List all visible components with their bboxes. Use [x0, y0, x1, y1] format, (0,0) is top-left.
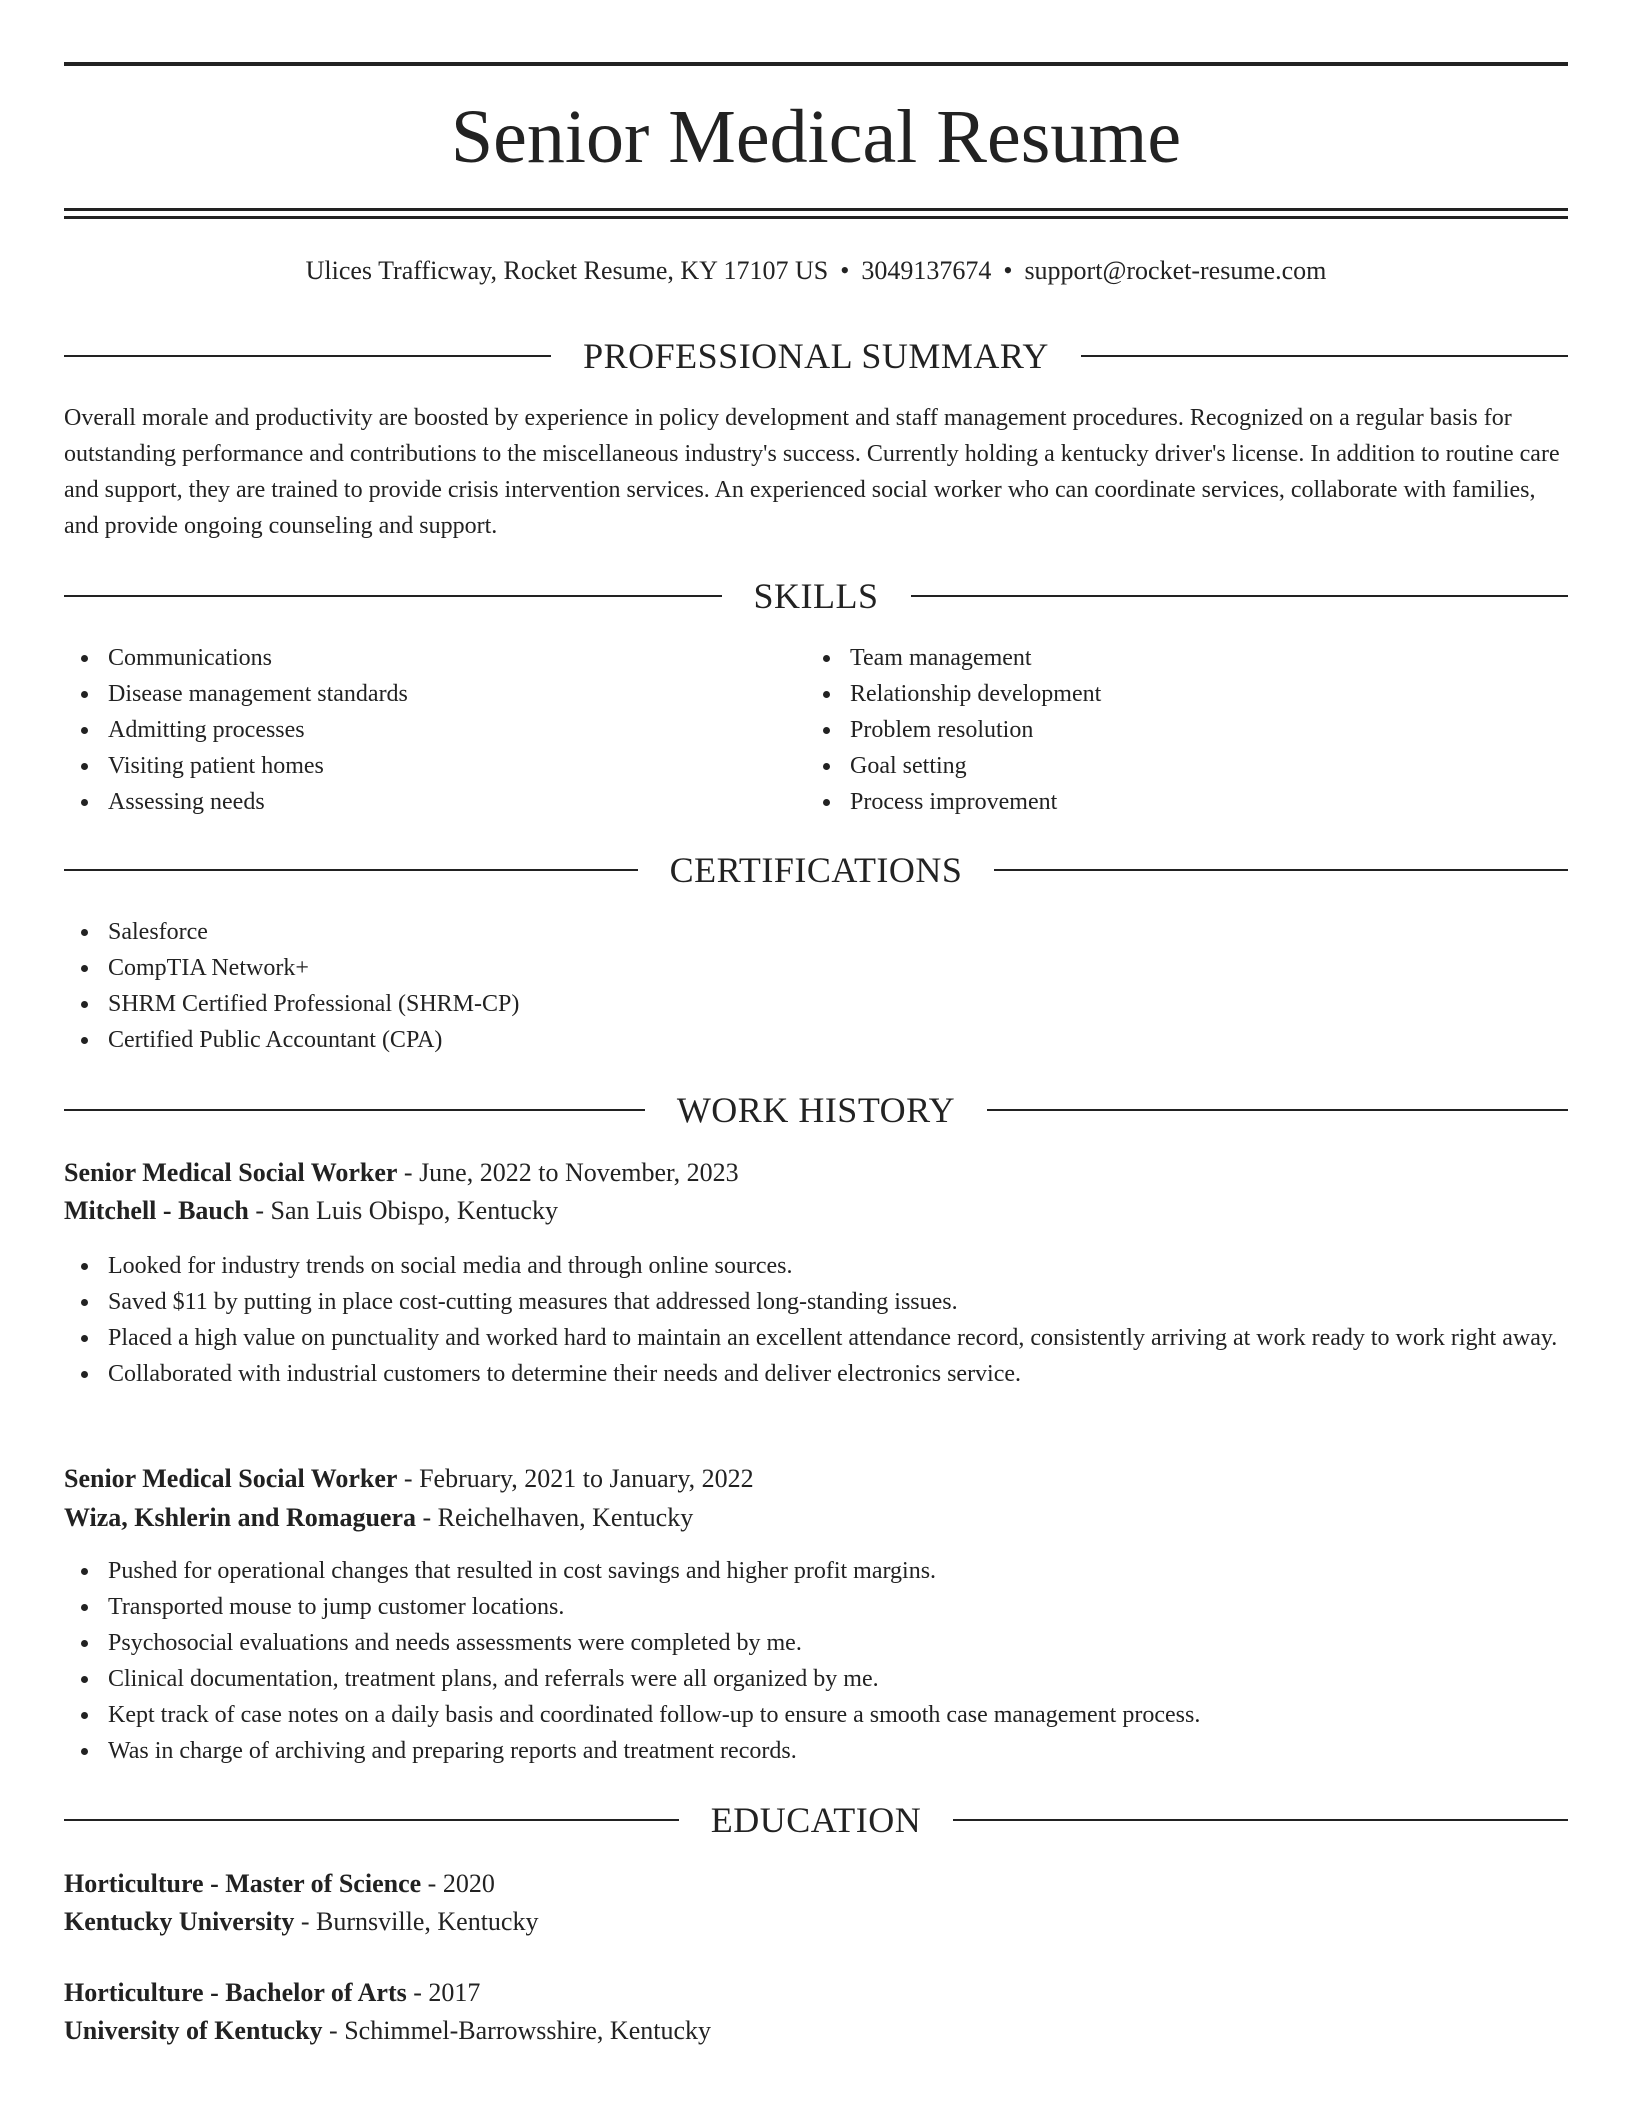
list-item: Salesforce — [64, 914, 1568, 950]
divider-line — [64, 1109, 645, 1111]
school-location: - Burnsville, Kentucky — [294, 1907, 539, 1936]
list-item: Collaborated with industrial customers to determine their needs and deliver electronics service. — [64, 1356, 1568, 1392]
list-item: Clinical documentation, treatment plans, and referrals were all organized by me. — [64, 1661, 1568, 1697]
list-item: Process improvement — [806, 784, 1546, 820]
list-item: Placed a high value on punctuality and worked hard to maintain an excellent attendance record, consistently arriving at work ready to work right away. — [64, 1320, 1568, 1356]
list-item: CompTIA Network+ — [64, 950, 1568, 986]
section-title: CERTIFICATIONS — [669, 850, 963, 890]
summary-text: Overall morale and productivity are boosted by experience in policy development and staff management procedures. Recognized on a regular basis for outstanding performance and contributions to the miscellaneous industry's success. Currently holding a kentucky driver's license. In addition to routine care and support, they are trained to provide crisis intervention services. An experienced social worker who can coordinate services, collaborate with families, and provide ongoing counseling and support. — [64, 405, 1560, 539]
section-title: EDUCATION — [710, 1800, 922, 1840]
list-item: Problem resolution — [806, 712, 1546, 748]
section-heading-education — [64, 1798, 1568, 1842]
skills-list-right — [806, 640, 1546, 820]
divider-line — [987, 1109, 1568, 1111]
list-item: Psychosocial evaluations and needs assessments were completed by me. — [64, 1625, 1568, 1661]
list-item: Visiting patient homes — [64, 748, 804, 784]
degree-name: Horticulture - Master of Science — [64, 1869, 422, 1898]
header-top-rule — [64, 62, 1568, 66]
education-degree-line — [64, 1974, 1568, 2012]
section-heading-certifications — [64, 848, 1568, 892]
divider-line — [64, 869, 638, 871]
list-item: Looked for industry trends on social media and through online sources. — [64, 1248, 1568, 1284]
education-degree-line — [64, 1865, 1568, 1903]
degree-name: Horticulture - Bachelor of Arts — [64, 1978, 407, 2007]
skills-list-left — [64, 640, 804, 820]
job-title: Senior Medical Social Worker — [64, 1464, 398, 1493]
degree-year: - 2020 — [421, 1869, 495, 1898]
company-name: Mitchell - Bauch — [64, 1196, 249, 1225]
section-heading-skills — [64, 574, 1568, 618]
job-company-line — [64, 1192, 1568, 1230]
section-title: SKILLS — [753, 576, 879, 616]
divider-line — [911, 595, 1569, 597]
job-company-line — [64, 1499, 1568, 1537]
list-item: Was in charge of archiving and preparing reports and treatment records. — [64, 1733, 1568, 1769]
contact-address: Ulices Trafficway, Rocket Resume, KY 17107 US — [305, 256, 829, 285]
list-item: Team management — [806, 640, 1546, 676]
separator-dot: • — [840, 256, 850, 285]
list-item: Relationship development — [806, 676, 1546, 712]
job-location: - Reichelhaven, Kentucky — [415, 1503, 694, 1532]
list-item: Transported mouse to jump customer locations. — [64, 1589, 1568, 1625]
company-name: Wiza, Kshlerin and Romaguera — [64, 1503, 416, 1532]
list-item: Admitting processes — [64, 712, 804, 748]
list-item: Saved $11 by putting in place cost-cutting measures that addressed long-standing issues. — [64, 1284, 1568, 1320]
resume-title: Senior Medical Resume — [450, 95, 1182, 179]
job-dates: - February, 2021 to January, 2022 — [397, 1464, 754, 1493]
separator-dot: • — [1003, 256, 1013, 285]
header-bottom-rule — [64, 216, 1568, 219]
list-item: Kept track of case notes on a daily basis and coordinated follow-up to ensure a smooth case management process. — [64, 1697, 1568, 1733]
list-item: Communications — [64, 640, 804, 676]
job-title-line — [64, 1154, 1568, 1192]
school-location: - Schimmel-Barrowsshire, Kentucky — [322, 2016, 712, 2045]
section-heading-work-history — [64, 1088, 1568, 1132]
certifications-list — [64, 914, 1568, 1058]
list-item: Goal setting — [806, 748, 1546, 784]
education-school-line — [64, 2012, 1568, 2050]
divider-line — [64, 1819, 679, 1821]
list-item: Pushed for operational changes that resulted in cost savings and higher profit margins. — [64, 1553, 1568, 1589]
contact-phone: 3049137674 — [861, 256, 992, 285]
contact-email: support@rocket-resume.com — [1024, 256, 1327, 285]
school-name: Kentucky University — [64, 1907, 295, 1936]
job-bullets — [64, 1248, 1568, 1392]
list-item: Disease management standards — [64, 676, 804, 712]
divider-line — [1081, 355, 1568, 357]
list-item: SHRM Certified Professional (SHRM-CP) — [64, 986, 1568, 1022]
degree-year: - 2017 — [406, 1978, 481, 2007]
section-title: PROFESSIONAL SUMMARY — [583, 336, 1049, 376]
divider-line — [953, 1819, 1568, 1821]
job-title-line — [64, 1460, 1568, 1498]
school-name: University of Kentucky — [64, 2016, 323, 2045]
divider-line — [64, 355, 551, 357]
section-title: WORK HISTORY — [676, 1090, 956, 1130]
contact-line — [64, 253, 1568, 289]
divider-line — [994, 869, 1568, 871]
job-dates: - June, 2022 to November, 2023 — [397, 1158, 739, 1187]
divider-line — [64, 595, 722, 597]
list-item: Certified Public Accountant (CPA) — [64, 1022, 1568, 1058]
job-title: Senior Medical Social Worker — [64, 1158, 398, 1187]
job-bullets — [64, 1553, 1568, 1769]
header-bottom-rule — [64, 208, 1568, 211]
job-location: - San Luis Obispo, Kentucky — [248, 1196, 558, 1225]
education-school-line — [64, 1903, 1568, 1941]
section-heading-summary — [64, 334, 1568, 378]
list-item: Assessing needs — [64, 784, 804, 820]
